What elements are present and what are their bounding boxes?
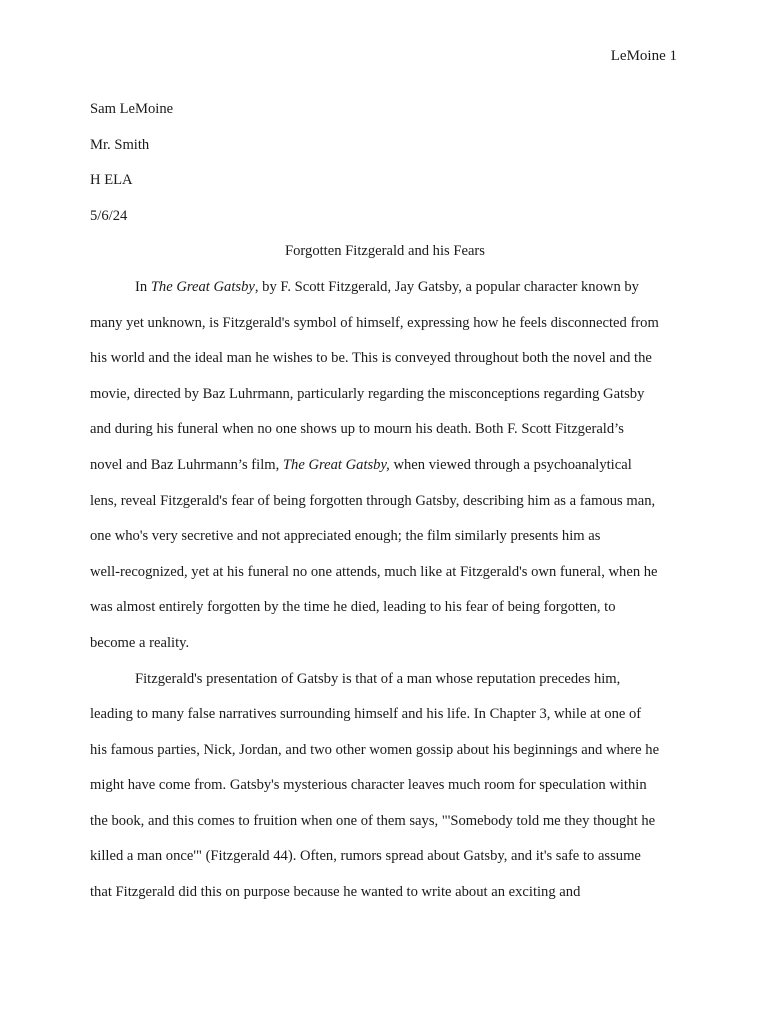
essay-body xyxy=(90,92,680,911)
text-line: leading to many false narratives surrounding himself and his life. In Chapter 3, while at one of xyxy=(90,706,642,723)
text-line: become a reality. xyxy=(90,634,190,651)
text-line: the book, and this comes to fruition when one of them says, "'Somebody told me they thought he xyxy=(90,812,656,829)
text-line: that Fitzgerald did this on purpose because he wanted to write about an exciting and xyxy=(90,884,581,901)
text-line: killed a man once'" (Fitzgerald 44). Often, rumors spread about Gatsby, and it's safe to assume xyxy=(90,848,641,865)
text-line: In The Great Gatsby, by F. Scott Fitzgerald, Jay Gatsby, a popular character known by xyxy=(135,278,639,295)
text-line: novel and Baz Luhrmann’s film, The Great Gatsby, when viewed through a psychoanalytical xyxy=(90,456,632,473)
text-line: was almost entirely forgotten by the time he died, leading to his fear of being forgotten, to xyxy=(90,599,616,616)
text-line: Fitzgerald's presentation of Gatsby is that of a man whose reputation precedes him, xyxy=(135,670,621,687)
text-line: many yet unknown, is Fitzgerald's symbol of himself, expressing how he feels disconnected from xyxy=(90,314,659,331)
teacher-name: Mr. Smith xyxy=(90,136,150,153)
text-line: might have come from. Gatsby's mysterious character leaves much room for speculation within xyxy=(90,777,647,794)
running-head: LeMoine 1 xyxy=(610,48,677,64)
text-line: and during his funeral when no one shows up to mourn his death. Both F. Scott Fitzgerald’s xyxy=(90,421,624,438)
course-name: H ELA xyxy=(90,172,133,189)
text-line: his world and the ideal man he wishes to be. This is conveyed throughout both the novel and the xyxy=(90,350,652,367)
paragraph-1 xyxy=(90,270,680,662)
essay-title: Forgotten Fitzgerald and his Fears xyxy=(285,243,485,260)
text-line: lens, reveal Fitzgerald's fear of being forgotten through Gatsby, describing him as a famous man, xyxy=(90,492,656,509)
text-line: movie, directed by Baz Luhrmann, particularly regarding the misconceptions regarding Gatsby xyxy=(90,385,645,402)
paragraph-2 xyxy=(90,662,680,911)
student-name: Sam LeMoine xyxy=(90,101,174,117)
text-line: one who's very secretive and not appreciated enough; the film similarly presents him as xyxy=(90,528,601,545)
text-line: well-recognized, yet at his funeral no one attends, much like at Fitzgerald's own funeral, when he xyxy=(90,563,658,580)
essay-date: 5/6/24 xyxy=(90,207,128,224)
text-line: his famous parties, Nick, Jordan, and two other women gossip about his beginnings and where he xyxy=(90,741,660,758)
